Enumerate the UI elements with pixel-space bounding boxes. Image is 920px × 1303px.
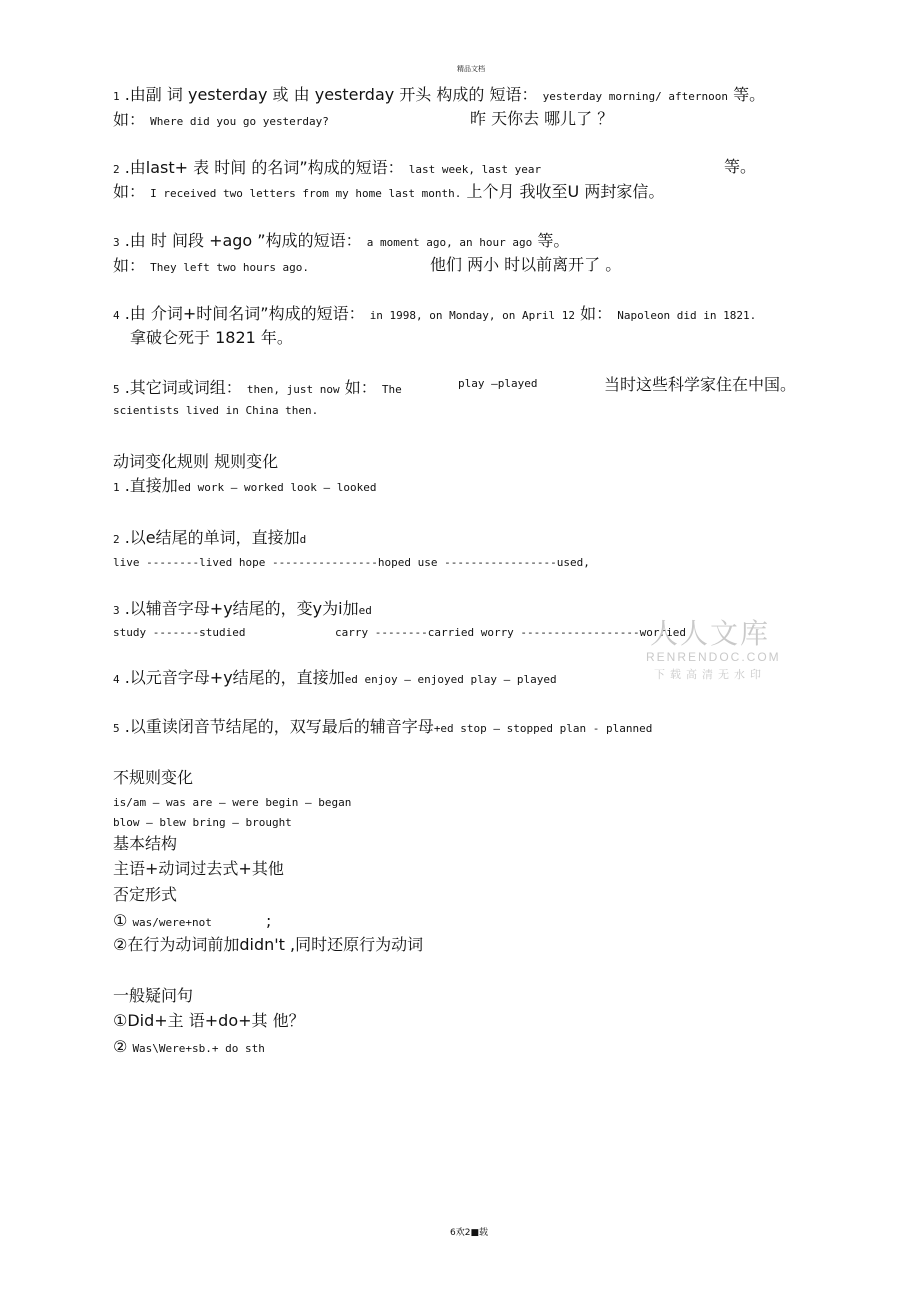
verb-rule-3-number: 3 — [113, 604, 120, 617]
watermark-title: 人人文库 — [649, 617, 770, 650]
verb-rule-3 — [113, 601, 372, 617]
verb-rule-1-label: .直接加 — [124, 476, 178, 495]
rule-4-example-label: 如： — [580, 304, 613, 323]
rule-2-example — [113, 184, 664, 200]
rule-3-lead: .由 时 间段 +ago ”构成的短语： — [124, 231, 362, 250]
verb-rule-4 — [113, 670, 557, 686]
rule-1-example-cn: 昨 天你去 哪儿了 ？ — [470, 109, 614, 128]
negative-heading: 否定形式 — [113, 885, 178, 904]
rule-4-examples: in 1998, on Monday, on April 12 — [369, 309, 575, 322]
rule-1-number: 1 — [113, 90, 120, 103]
verb-rule-1-suffix: ed work — worked look — looked — [177, 481, 377, 494]
verb-rule-5-suffix: +ed stop — stopped plan - planned — [433, 722, 653, 735]
rule-2-lead: .由last+ 表 时间 的名词”构成的短语： — [124, 158, 404, 177]
question-form-2-mark: ② — [113, 1037, 128, 1056]
rule-1-examples: yesterday morning/ afternoon — [542, 90, 729, 103]
negative-form-2: ②在行为动词前加didn't ,同时还原行为动词 — [113, 935, 424, 954]
rule-1-lead: .由副 词 yesterday 或 由 yesterday 开头 构成的 短语： — [124, 85, 538, 104]
structure-formula: 主语+动词过去式+其他 — [113, 859, 284, 878]
verb-rule-4-suffix: ed enjoy — enjoyed play — played — [344, 673, 557, 686]
rule-4-lead: .由 介词+时间名词”构成的短语： — [124, 304, 365, 323]
rule-5-example-en-b: play —played — [458, 377, 538, 390]
irregular-line-2: blow — blew bring — brought — [113, 816, 292, 829]
watermark — [646, 617, 781, 682]
rule-5-lead: .其它词或词组： — [124, 378, 242, 397]
page-footer: 6欢2■载 — [450, 1228, 488, 1238]
verb-rule-2 — [113, 530, 306, 546]
verb-rule-3-label: .以辅音字母+y结尾的，变y为i加 — [124, 599, 359, 618]
verb-rule-3-suffix: ed — [358, 604, 372, 617]
rule-4-example-cn: 拿破仑死于 1821 年。 — [130, 328, 293, 347]
irregular-line-1: is/am — was are — were begin — began — [113, 796, 352, 809]
verb-rule-2-examples: live --------lived hope ----------------hoped use -----------------used, — [113, 556, 590, 569]
rule-2-example-cn: 上个月 我收至U 两封家信。 — [466, 182, 665, 201]
rule-5-line — [113, 380, 402, 396]
verb-rule-5 — [113, 719, 652, 735]
rule-2-line — [113, 160, 541, 176]
rule-5-example-label: 如： — [344, 378, 377, 397]
rule-2-number: 2 — [113, 163, 120, 176]
question-heading: 一般疑问句 — [113, 986, 194, 1005]
rule-3-example-cn: 他们 两小 时以前离开了 。 — [430, 255, 622, 274]
negative-form-1-mark: ① — [113, 911, 128, 930]
rule-3-example-label: 如： — [113, 256, 146, 275]
verb-rules-heading: 动词变化规则 规则变化 — [113, 452, 279, 471]
rule-5-number: 5 — [113, 383, 120, 396]
rule-3-examples: a moment ago, an hour ago — [366, 236, 533, 249]
negative-form-1 — [113, 913, 212, 929]
rule-3-example — [113, 258, 309, 274]
negative-form-1-text: was/were+not — [132, 916, 212, 929]
rule-5-example-cn: 当时这些科学家住在中国。 — [604, 375, 797, 394]
verb-rule-1 — [113, 478, 377, 494]
verb-rule-3-examples-b: carry --------carried worry ------------------worried — [335, 626, 686, 639]
question-form-2-text: Was\Were+sb.+ do sth — [132, 1042, 265, 1055]
verb-rule-3-examples-a: study -------studied — [113, 626, 246, 639]
rule-1-example-en: Where did you go yesterday? — [150, 115, 329, 128]
rule-1-example-label: 如： — [113, 110, 146, 129]
rule-4-example-en: Napoleon did in 1821. — [617, 309, 757, 322]
verb-rule-2-label: .以e结尾的单词，直接加 — [124, 528, 300, 547]
rule-3-line — [113, 233, 569, 249]
negative-form-1-end: ; — [266, 911, 272, 930]
rule-1-line — [113, 87, 765, 103]
rule-5-example-en-c: scientists lived in China then. — [113, 404, 319, 417]
rule-3-tail: 等。 — [537, 231, 570, 250]
rule-3-number: 3 — [113, 236, 120, 249]
rule-5-examples: then, just now — [246, 383, 340, 396]
watermark-subtitle: 下载高清无水印 — [654, 668, 766, 681]
irregular-heading: 不规则变化 — [113, 768, 194, 787]
rule-2-example-en: I received two letters from my home last month. — [150, 187, 462, 200]
rule-5-example-en-a: The — [381, 383, 402, 396]
rule-4-line — [113, 306, 756, 322]
rule-2-tail: 等。 — [724, 157, 757, 176]
verb-rule-1-number: 1 — [113, 481, 120, 494]
rule-3-example-en: They left two hours ago. — [150, 261, 310, 274]
verb-rule-2-number: 2 — [113, 533, 120, 546]
header-caption: 精品文档 — [457, 65, 485, 73]
question-form-2 — [113, 1039, 265, 1055]
rule-2-example-label: 如： — [113, 182, 146, 201]
rule-1-tail: 等。 — [733, 85, 766, 104]
rule-4-number: 4 — [113, 309, 120, 322]
watermark-url: RENRENDOC.COM — [646, 650, 781, 664]
verb-rule-4-label: .以元音字母+y结尾的，直接加 — [124, 668, 345, 687]
verb-rule-2-suffix: d — [299, 533, 307, 546]
rule-2-examples: last week, last year — [408, 163, 542, 176]
verb-rule-4-number: 4 — [113, 673, 120, 686]
verb-rule-5-number: 5 — [113, 722, 120, 735]
structure-heading: 基本结构 — [113, 834, 178, 853]
question-form-1: ①Did+主 语+do+其 他？ — [113, 1011, 305, 1030]
rule-1-example — [113, 112, 329, 128]
verb-rule-5-label: .以重读闭音节结尾的，双写最后的辅音字母 — [124, 717, 434, 736]
